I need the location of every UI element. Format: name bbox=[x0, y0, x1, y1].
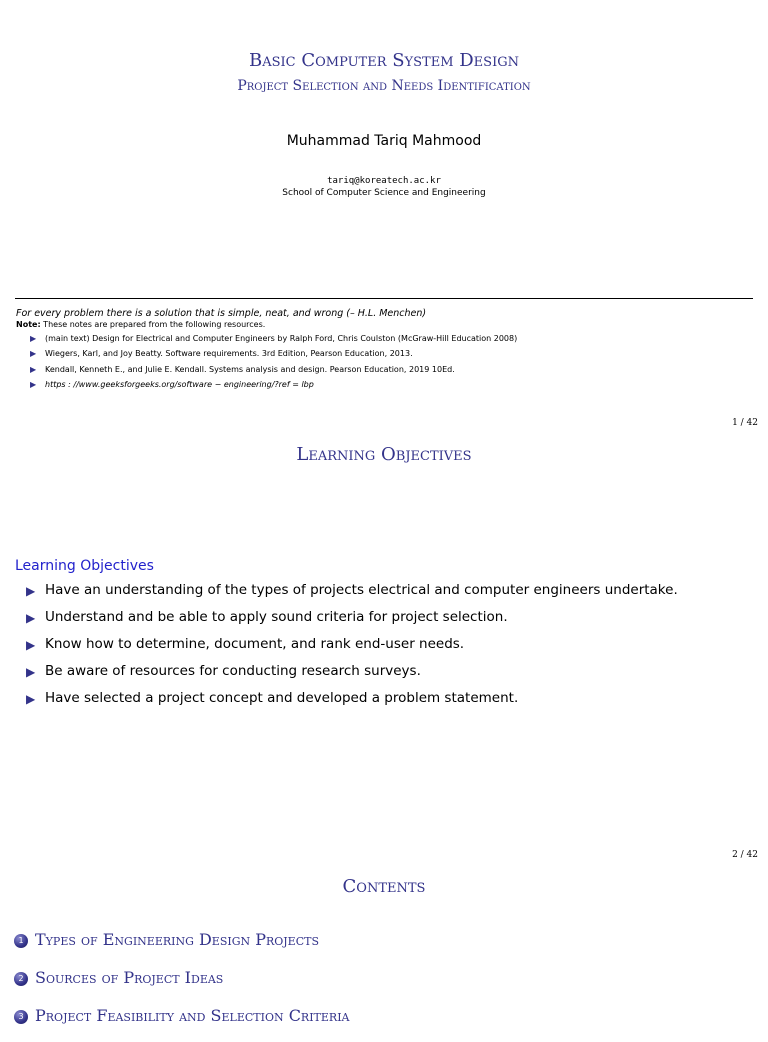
block-title: Learning Objectives bbox=[15, 558, 154, 574]
reference-item: ▶ Kendall, Kenneth E., and Julie E. Kendall. Systems analysis and design. Pearson Education, 2019 10Ed. bbox=[30, 364, 455, 374]
toc-item[interactable] bbox=[14, 1004, 350, 1042]
author-name: Muhammad Tariq Mahmood bbox=[286, 133, 482, 149]
bullet-triangle-icon: ▶ bbox=[30, 334, 37, 343]
footnote-divider bbox=[15, 298, 753, 299]
bullet-triangle-icon: ▶ bbox=[26, 584, 36, 598]
bullet-triangle-icon: ▶ bbox=[26, 665, 36, 679]
quote: For every problem there is a solution that is simple, neat, and wrong (– H.L. Menchen) bbox=[16, 308, 427, 319]
toc-link[interactable]: Project Feasibility and Selection Criteria bbox=[35, 1006, 350, 1025]
note bbox=[16, 320, 265, 329]
list-item: ▶ Have an understanding of the types of projects electrical and computer engineers undertake. bbox=[26, 580, 678, 607]
toc-link[interactable]: Sources of Project Ideas bbox=[35, 968, 224, 987]
reference-list bbox=[30, 333, 517, 394]
slide-subtitle: Project Selection and Needs Identification bbox=[237, 78, 531, 94]
author-email[interactable]: tariq@koreatech.ac.kr bbox=[327, 176, 441, 186]
toc-link[interactable]: Types of Engineering Design Projects bbox=[35, 930, 320, 949]
section-number-ball-icon: 1 bbox=[14, 934, 28, 948]
toc-item[interactable] bbox=[14, 928, 350, 966]
list-item: ▶ Be aware of resources for conducting research surveys. bbox=[26, 661, 678, 688]
bullet-triangle-icon: ▶ bbox=[30, 364, 37, 374]
bullet-triangle-icon: ▶ bbox=[26, 638, 36, 652]
objectives-list bbox=[26, 580, 678, 715]
contents-list bbox=[14, 928, 350, 1042]
reference-item: ▶ Wiegers, Karl, and Joy Beatty. Software requirements. 3rd Edition, Pearson Education, 2013. bbox=[30, 349, 413, 359]
section-number-ball-icon: 3 bbox=[14, 1010, 28, 1024]
reference-link[interactable]: https : //www.geeksforgeeks.org/software − engineering/?ref = lbp bbox=[45, 379, 314, 389]
slide-title: Learning Objectives bbox=[296, 444, 472, 465]
page-number: 1 / 42 bbox=[732, 418, 758, 428]
list-item: ▶ Have selected a project concept and developed a problem statement. bbox=[26, 688, 678, 715]
note-label: Note: bbox=[16, 320, 41, 329]
toc-item[interactable] bbox=[14, 966, 350, 1004]
bullet-triangle-icon: ▶ bbox=[30, 349, 37, 359]
slide-title: Basic Computer System Design bbox=[249, 50, 519, 71]
reference-item: ▶ (main text) Design for Electrical and Computer Engineers by Ralph Ford, Chris Coulston (McGraw-Hill Education 2008) bbox=[30, 334, 518, 343]
slide-title: Contents bbox=[342, 876, 426, 897]
list-item: ▶ Understand and be able to apply sound criteria for project selection. bbox=[26, 607, 678, 634]
bullet-triangle-icon: ▶ bbox=[26, 611, 36, 625]
section-number-ball-icon: 2 bbox=[14, 972, 28, 986]
bullet-triangle-icon: ▶ bbox=[30, 379, 37, 389]
note-text: These notes are prepared from the following resources. bbox=[40, 320, 266, 329]
bullet-triangle-icon: ▶ bbox=[26, 692, 36, 706]
reference-item[interactable] bbox=[30, 379, 517, 394]
list-item: ▶ Know how to determine, document, and rank end-user needs. bbox=[26, 634, 678, 661]
page-number: 2 / 42 bbox=[732, 850, 758, 860]
institution: School of Computer Science and Engineering bbox=[282, 188, 486, 198]
